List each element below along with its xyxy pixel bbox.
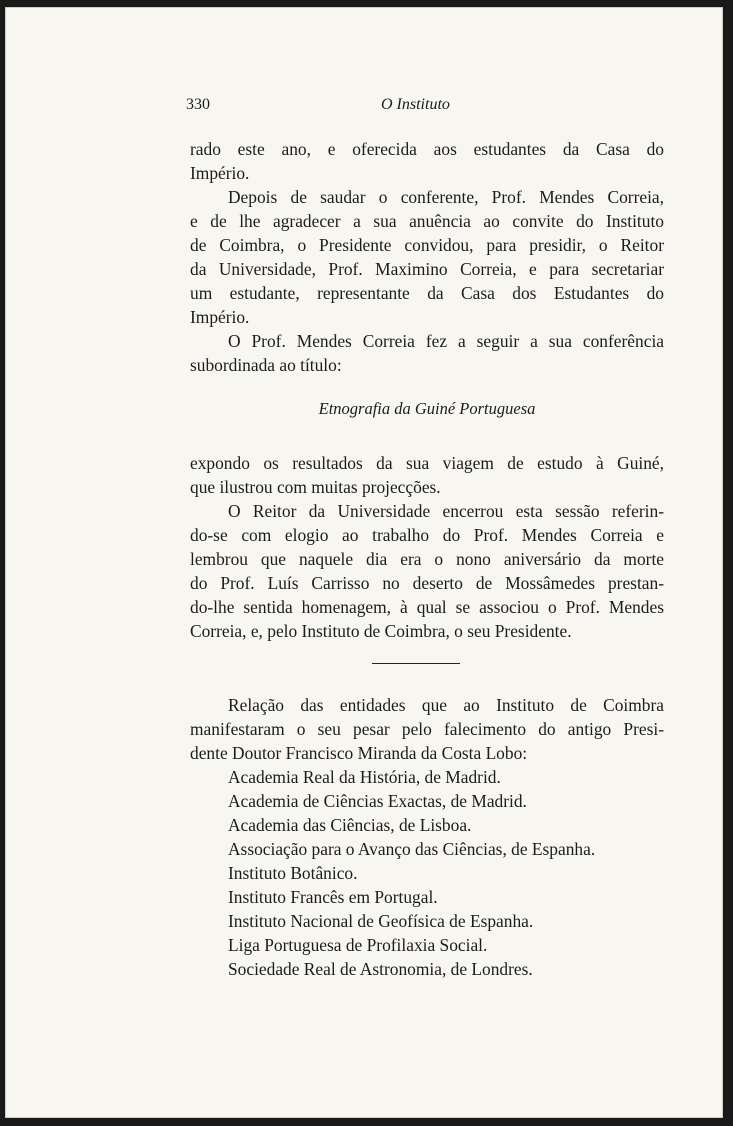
lecture-title: Etnografia da Guiné Portuguesa [318, 399, 536, 418]
text-line: Correia, e, pelo Instituto de Coimbra, o seu Presidente. [190, 621, 572, 641]
list-item: Associação para o Avanço das Ciências, de Espanha. [228, 839, 596, 859]
text-line: dente Doutor Francisco Miranda da Costa Lobo: [190, 743, 528, 763]
text-line: manifestaram o seu pesar pelo falecimento do antigo Presi- [190, 719, 664, 739]
page-number: 330 [186, 96, 210, 113]
text-line: expondo os resultados da sua viagem de estudo à Guiné, [190, 453, 664, 473]
page-header [6, 96, 723, 118]
text-line: do-se com elogio ao trabalho do Prof. Mendes Correia e [190, 525, 664, 545]
text-line: Império. [190, 307, 250, 327]
text-line: O Reitor da Universidade encerrou esta sessão referin- [228, 501, 664, 521]
section-divider [372, 663, 460, 664]
text-line: que ilustrou com muitas projecções. [190, 477, 441, 497]
text-line: da Universidade, Prof. Maximino Correia, e para secretariar [190, 259, 664, 279]
text-line: do Prof. Luís Carrisso no deserto de Mossâmedes prestan- [190, 573, 664, 593]
text-line: e de lhe agradecer a sua anuência ao convite do Instituto [190, 211, 664, 231]
list-item: Instituto Francês em Portugal. [228, 887, 438, 907]
text-line: de Coimbra, o Presidente convidou, para presidir, o Reitor [190, 235, 664, 255]
text-line: lembrou que naquele dia era o nono aniversário da morte [190, 549, 664, 569]
list-item: Academia de Ciências Exactas, de Madrid. [228, 791, 527, 811]
text-line: Depois de saudar o conferente, Prof. Mendes Correia, [228, 187, 664, 207]
book-page [5, 7, 723, 1118]
text-line: um estudante, representante da Casa dos Estudantes do [190, 283, 664, 303]
list-item: Sociedade Real de Astronomia, de Londres. [228, 959, 533, 979]
text-line: Relação das entidades que ao Instituto de Coimbra [228, 695, 664, 715]
list-item: Academia Real da História, de Madrid. [228, 767, 501, 787]
text-line: O Prof. Mendes Correia fez a seguir a sua conferência [228, 331, 664, 351]
list-item: Instituto Botânico. [228, 863, 358, 883]
running-title: O Instituto [381, 96, 450, 113]
text-line: do-lhe sentida homenagem, à qual se associou o Prof. Mendes [190, 597, 664, 617]
text-line: Império. [190, 163, 250, 183]
text-line: subordinada ao título: [190, 355, 342, 375]
text-line: rado este ano, e oferecida aos estudantes da Casa do [190, 139, 664, 159]
list-item: Liga Portuguesa de Profilaxia Social. [228, 935, 488, 955]
list-item: Instituto Nacional de Geofísica de Espanha. [228, 911, 534, 931]
list-item: Academia das Ciências, de Lisboa. [228, 815, 472, 835]
